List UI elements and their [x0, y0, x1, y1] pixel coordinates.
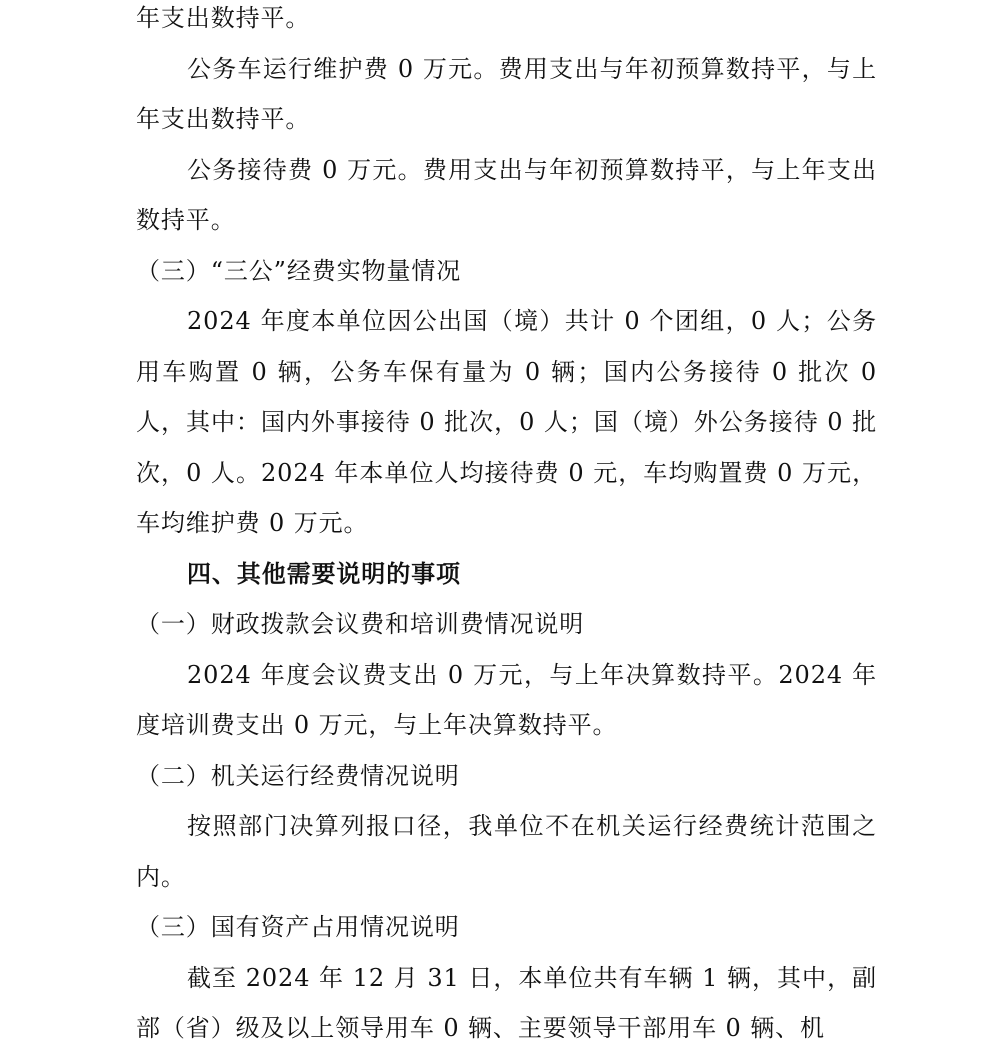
- subheading-three-public-quantity: （三）“三公”经费实物量情况: [136, 256, 462, 285]
- subheading-operating-expenses: （二）机关运行经费情况说明: [136, 761, 460, 790]
- paragraph-continued: 年支出数持平。: [136, 4, 311, 32]
- paragraph-meeting-training: 2024 年度会议费支出 0 万元，与上年决算数持平。2024 年度培训费支出 0 万元，与上年决算数持平。: [136, 660, 877, 739]
- paragraph-operating-expenses: 按照部门决算列报口径，我单位不在机关运行经费统计范围之内。: [136, 812, 877, 891]
- subheading-state-assets: （三）国有资产占用情况说明: [136, 913, 460, 941]
- paragraph-reception-fee: 公务接待费 0 万元。费用支出与年初预算数持平，与上年支出数持平。: [136, 155, 877, 234]
- paragraph-vehicle-maintenance: 公务车运行维护费 0 万元。费用支出与年初预算数持平，与上年支出数持平。: [136, 54, 877, 133]
- subheading-meeting-training: （一）财政拨款会议费和培训费情况说明: [136, 610, 585, 638]
- heading-other-matters: 四、其他需要说明的事项: [187, 558, 461, 588]
- paragraph-state-assets: 截至 2024 年 12 月 31 日，本单位共有车辆 1 辆，其中，副部（省）级及以上领导用车 0 辆、主要领导干部用车 0 辆、机: [136, 963, 877, 1042]
- paragraph-quantity-details: 2024 年度本单位因公出国（境）共计 0 个团组，0 人；公务用车购置 0 辆，公务车保有量为 0 辆；国内公务接待 0 批次 0 人，其中：国内外事接待 0 批次，0 人；国（境）外公务接待 0 批次，0 人。2024 年本单位人均接待费 0 元，车均购置费 0 万元，车均维护费 0 万元。: [136, 307, 877, 537]
- document-page: [136, 0, 877, 1054]
